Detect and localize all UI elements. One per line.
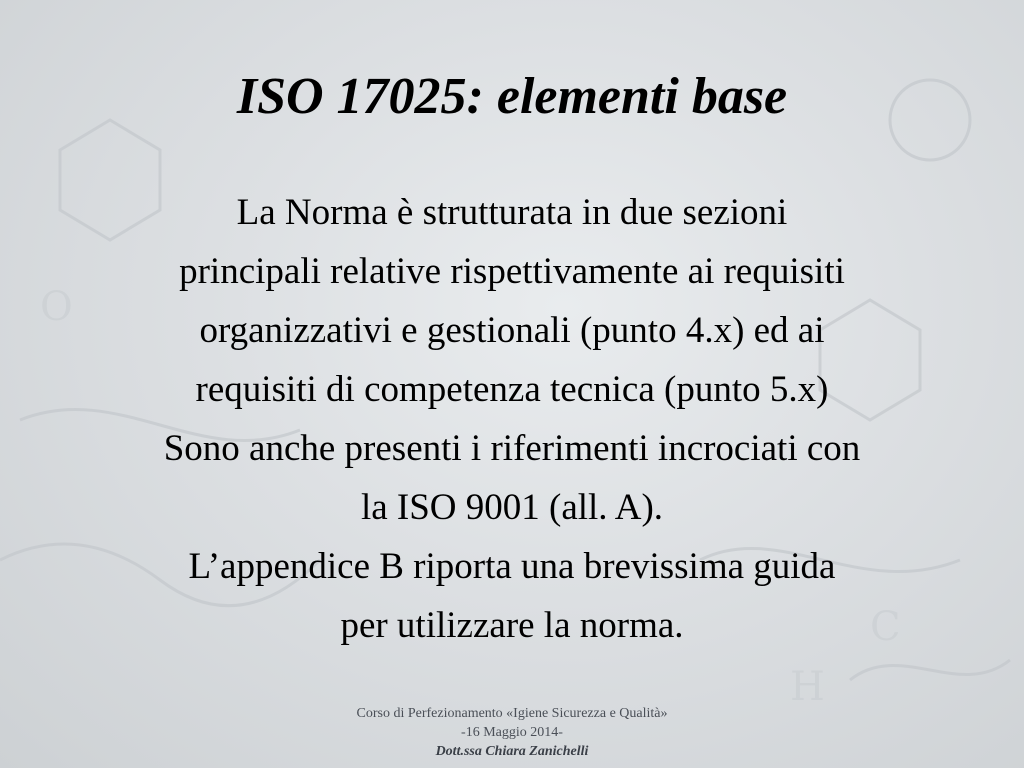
body-line: per utilizzare la norma. [340,605,684,646]
body-line: la ISO 9001 (all. A). [360,487,664,528]
svg-text:H: H [790,664,825,710]
body-line: Sono anche presenti i riferimenti incrociati con [163,428,861,469]
slide-footer [250,704,774,761]
svg-text:O: O [40,284,73,330]
body-line: L’appendice B riporta una brevissima guida [188,546,836,587]
body-line: organizzativi e gestionali (punto 4.x) ed ai [199,310,825,351]
slide-body [60,183,964,655]
body-line: La Norma è strutturata in due sezioni [236,192,788,233]
svg-text:C: C [870,604,901,650]
body-line: principali relative rispettivamente ai requisiti [179,251,845,292]
footer-course: Corso di Perfezionamento «Igiene Sicurezza e Qualità» [356,706,668,721]
footer-date: -16 Maggio 2014- [461,725,563,740]
footer-author: Dott.ssa Chiara Zanichelli [435,744,589,759]
body-line: requisiti di competenza tecnica (punto 5.x) [195,369,829,410]
slide-title: ISO 17025: elementi base [236,68,788,125]
